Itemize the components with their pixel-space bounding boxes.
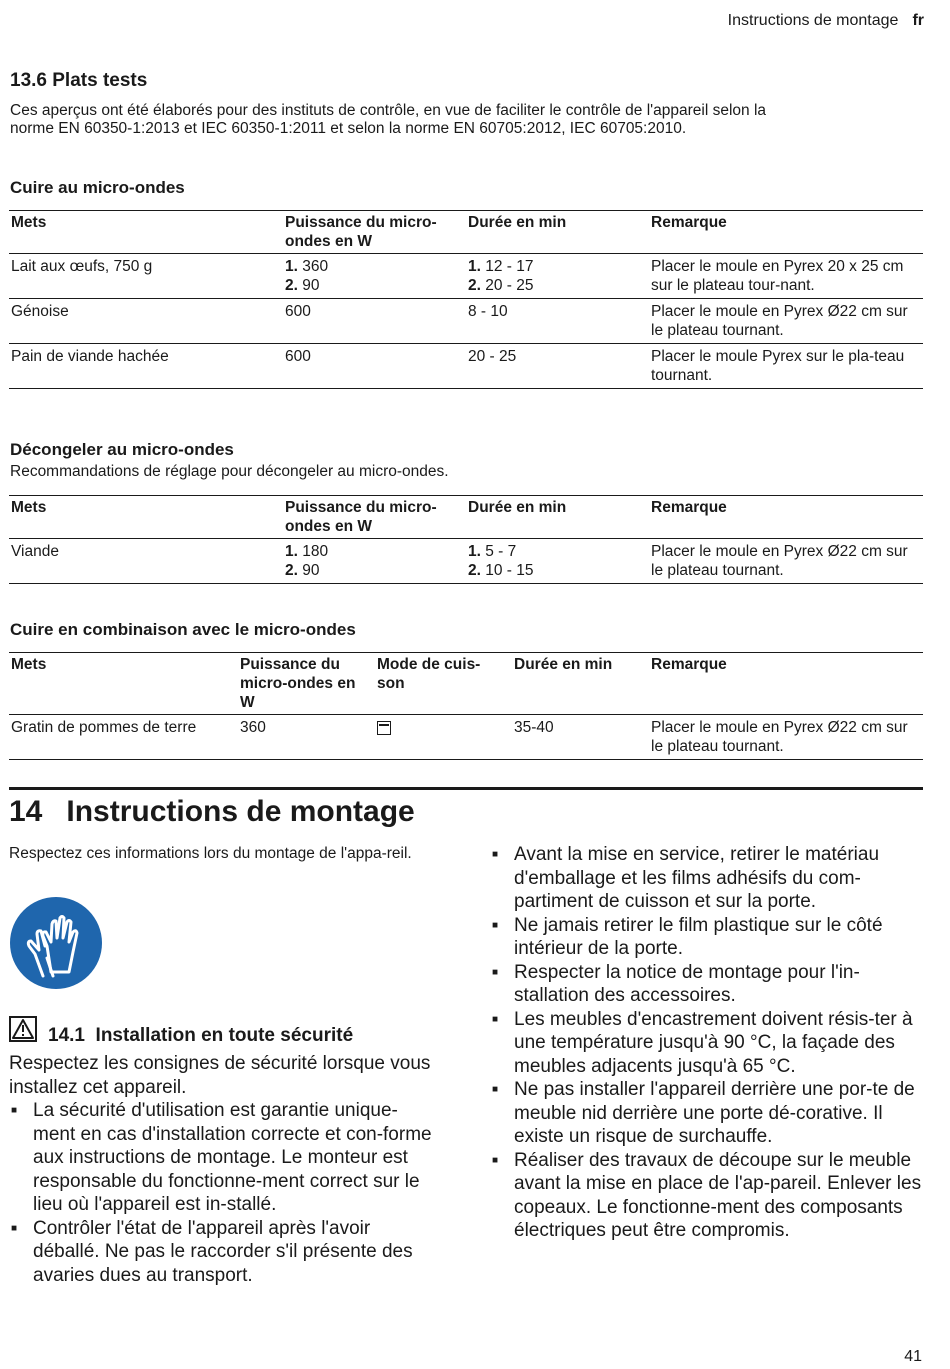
- col-header: Mets: [11, 214, 47, 231]
- list-item: ■ Contrôler l'état de l'appareil après l'avoir déballé. Ne pas le raccorder s'il présente des avaries dues au transport.: [9, 1217, 439, 1288]
- cell-duration: 8 - 10: [468, 303, 508, 320]
- cell-duration: 20 - 25: [468, 348, 517, 365]
- col-header: Mets: [11, 656, 47, 673]
- section-intro: [10, 102, 910, 138]
- table-row: [9, 344, 923, 389]
- header-section: Instructions de montage: [727, 12, 899, 29]
- col-header: Durée en min: [468, 214, 567, 231]
- intro-line-1: Ces aperçus ont été élaborés pour des instituts de contrôle, en vue de faciliter le contrôle de l'appareil selon la: [10, 102, 767, 119]
- page-number: 41: [904, 1348, 922, 1365]
- cell-remark: Placer le moule Pyrex sur le pla-teau tournant.: [651, 348, 905, 384]
- col-header: Durée en min: [468, 499, 567, 516]
- list-item: ■ Ne jamais retirer le film plastique sur le côté intérieur de la porte.: [490, 914, 925, 961]
- oven-top-heat-icon: [377, 721, 391, 735]
- chapter-title: 14 Instructions de montage: [9, 795, 415, 828]
- col-header: Puissance du micro-ondes en W: [285, 214, 437, 250]
- chapter-intro: Respectez ces informations lors du montage de l'appa-reil.: [9, 845, 412, 862]
- cell-power: 1. 180 2. 90: [285, 543, 329, 579]
- col-header: Mode de cuis-son: [377, 656, 481, 692]
- intro-line-2: norme EN 60350-1:2013 et IEC 60350-1:2011 et selon la norme EN 60705:2012, IEC 60705:2010.: [10, 120, 687, 137]
- table-microwave-defrost: [9, 495, 923, 584]
- cell-mets: Gratin de pommes de terre: [11, 719, 197, 736]
- cell-mets: Génoise: [11, 303, 69, 320]
- cell-duration: 1. 12 - 17 2. 20 - 25: [468, 258, 534, 294]
- cell-remark: Placer le moule en Pyrex 20 x 25 cm sur le plateau tour-nant.: [651, 258, 904, 294]
- cell-power: 600: [285, 348, 311, 365]
- table-row: [9, 539, 923, 584]
- cell-power: 1. 360 2. 90: [285, 258, 329, 294]
- table-row: [9, 254, 923, 299]
- table-header-row: [9, 653, 923, 715]
- chapter-divider: [9, 787, 923, 790]
- cell-mode: [375, 715, 512, 760]
- list-item: ■ Les meubles d'encastrement doivent résis-ter à une température jusqu'à 90 °C, la façade des meubles adjacents jusqu'à 65 °C.: [490, 1008, 925, 1079]
- col-header: Durée en min: [514, 656, 613, 673]
- cell-duration: 1. 5 - 7 2. 10 - 15: [468, 543, 534, 579]
- list-item: ■ Respecter la notice de montage pour l'in-stallation des accessoires.: [490, 961, 925, 1008]
- table-header-row: [9, 496, 923, 539]
- cell-mets: Pain de viande hachée: [11, 348, 169, 365]
- cell-duration: 35-40: [514, 719, 554, 736]
- col-header: Remarque: [651, 656, 727, 673]
- list-item: ■ Avant la mise en service, retirer le matériau d'emballage et les films adhésifs du com-partiment de cuisson et sur la porte.: [490, 843, 925, 914]
- table-header-row: [9, 211, 923, 254]
- list-item: ■ Ne pas installer l'appareil derrière une por-te de meuble nid derrière une porte dé-corative. Il existe un risque de surchauffe.: [490, 1078, 925, 1149]
- col-header: Puissance du micro-ondes en W: [240, 656, 356, 711]
- cell-remark: Placer le moule en Pyrex Ø22 cm sur le plateau tournant.: [651, 543, 908, 579]
- cell-power: 600: [285, 303, 311, 320]
- table1-title: Cuire au micro-ondes: [10, 178, 185, 197]
- col-header: Puissance du micro-ondes en W: [285, 499, 437, 535]
- cell-mets: Lait aux œufs, 750 g: [11, 258, 153, 275]
- col-header: Mets: [11, 499, 47, 516]
- table-combination-cooking: [9, 652, 923, 760]
- page-header: [728, 12, 924, 30]
- list-item: ■ Réaliser des travaux de découpe sur le meuble avant la mise en place de l'ap-pareil. Enlever les copeaux. Le fonctionne-ment des composants électriques peut être compromis.: [490, 1149, 925, 1243]
- table-microwave-cooking: [9, 210, 923, 389]
- table-row: [9, 299, 923, 344]
- table-row: [9, 715, 923, 760]
- warning-icon: [9, 1016, 37, 1042]
- cell-remark: Placer le moule en Pyrex Ø22 cm sur le plateau tournant.: [651, 719, 908, 755]
- subsection-title: 14.1 Installation en toute sécurité: [48, 1025, 354, 1046]
- list-item: ■ La sécurité d'utilisation est garantie unique-ment en cas d'installation correcte et con-forme aux instructions de montage. Le monteur est responsable du fonctionne-ment correct sur le lieu où l'appareil est in-stallé.: [9, 1099, 439, 1217]
- col-header: Remarque: [651, 214, 727, 231]
- col-header: Remarque: [651, 499, 727, 516]
- safety-gloves-icon: [9, 896, 103, 990]
- subsection-intro: Respectez les consignes de sécurité lorsque vous installez cet appareil.: [9, 1053, 431, 1098]
- section-title: 13.6 Plats tests: [10, 70, 148, 91]
- cell-mets: Viande: [11, 543, 59, 560]
- table2-title: Décongeler au micro-ondes: [10, 440, 234, 459]
- cell-power: 360: [240, 719, 266, 736]
- left-bullet-list: [9, 1099, 439, 1287]
- right-bullet-list: [490, 843, 925, 1243]
- header-lang: fr: [912, 12, 924, 29]
- table3-title: Cuire en combinaison avec le micro-ondes: [10, 620, 356, 639]
- table2-subtitle: Recommandations de réglage pour décongeler au micro-ondes.: [10, 463, 449, 480]
- cell-remark: Placer le moule en Pyrex Ø22 cm sur le plateau tournant.: [651, 303, 908, 339]
